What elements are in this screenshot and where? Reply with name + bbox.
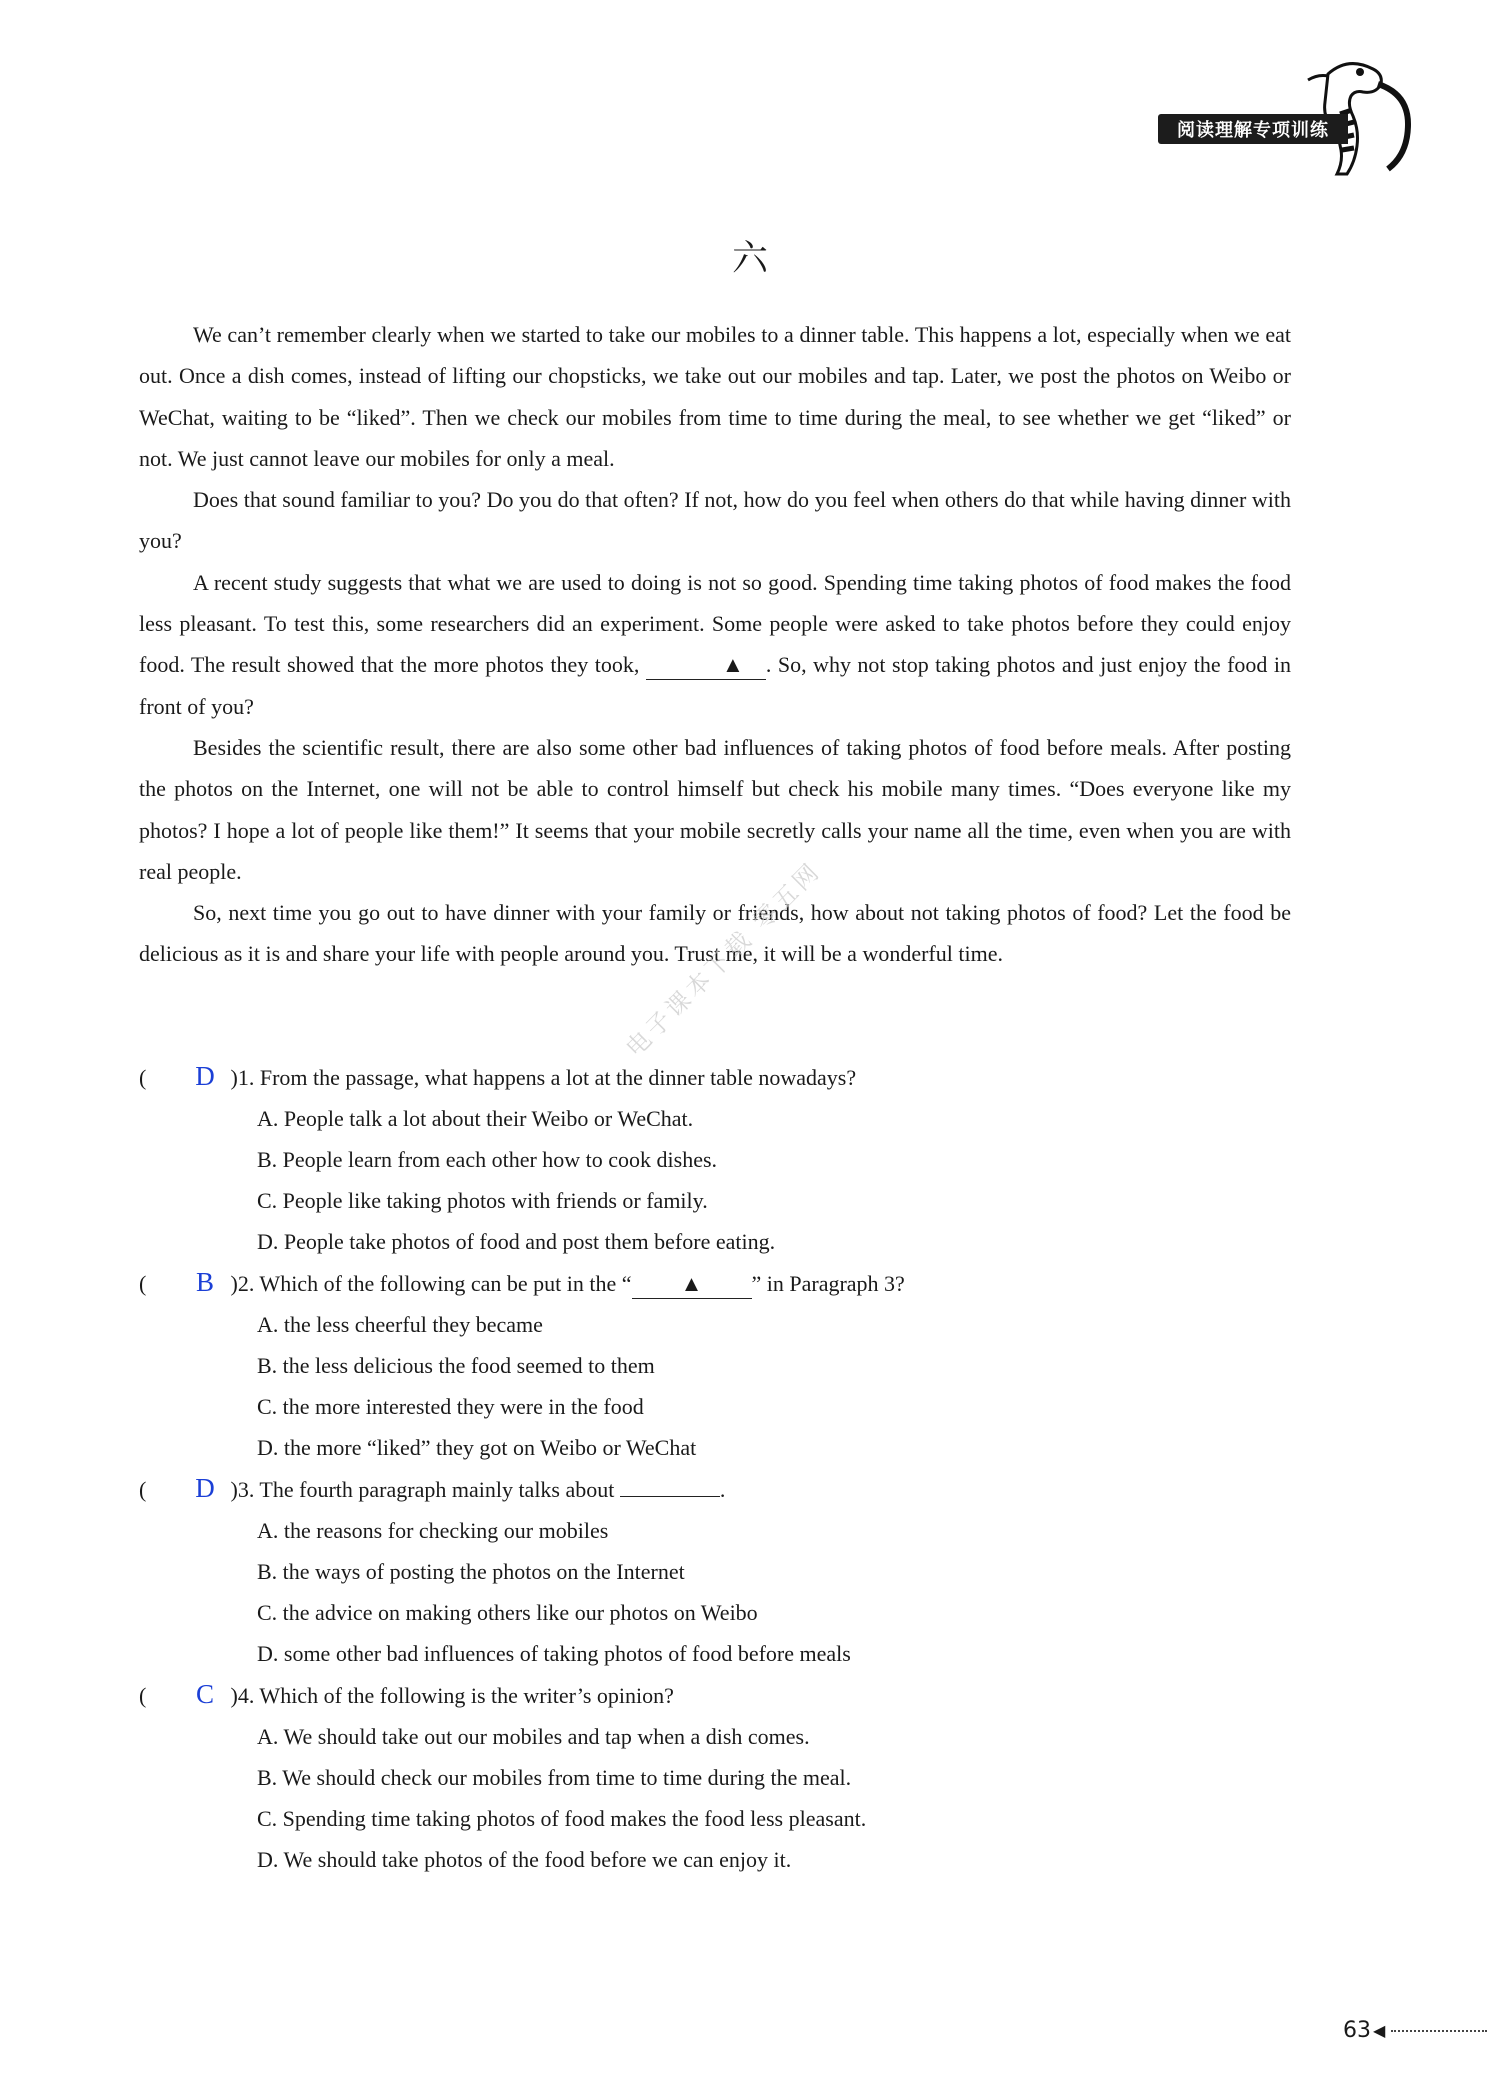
question-4: ( C ) 4. Which of the following is the writer’s opinion? A. We should take out our mobiles and tap when a dish comes. B. We should check our mobiles from time to time during the meal. C. Spending time taking photos of food makes the food less pleasant. D. We should take photos of the food before we can enjoy it. xyxy=(139,1674,1291,1880)
question-blank xyxy=(632,1270,752,1299)
answer-2: B xyxy=(195,1267,214,1297)
answer-1: D xyxy=(195,1061,215,1091)
option-d: D. People take photos of food and post them before eating. xyxy=(257,1229,776,1254)
arrow-left-icon: ◀ xyxy=(1373,2021,1386,2040)
passage-paragraph-5: So, next time you go out to have dinner with your family or friends, how about not taking photos of food? Let the food be delicious as it is and share your life with people around you. Trust me, it will be a wonderful time. xyxy=(139,900,1291,967)
question-list xyxy=(139,1056,1291,1880)
question-2: ( B ) 2. Which of the following can be put in the “ ▲ ” in Paragraph 3? A. the less cheerful they became B. the less delicious the food seemed to them C. the more interested they were in the food D. the more “liked” they got on Weibo or WeChat xyxy=(139,1262,1291,1468)
question-stem-before: 3. The fourth paragraph mainly talks about xyxy=(237,1477,615,1502)
option-a: A. the less cheerful they became xyxy=(257,1312,543,1337)
option-d: D. We should take photos of the food before we can enjoy it. xyxy=(257,1847,792,1872)
option-d: D. the more “liked” they got on Weibo or WeChat xyxy=(257,1435,697,1460)
question-stem-before: 2. Which of the following can be put in the “ xyxy=(237,1271,632,1296)
paragraph-3-text-after: . So, why not stop taking photos and just enjoy the food in front of you? xyxy=(139,652,1291,719)
section-label-tab: 阅读理解专项训练 xyxy=(1158,114,1348,144)
answer-4: C xyxy=(195,1679,214,1709)
passage-paragraph-1: We can’t remember clearly when we started to take our mobiles to a dinner table. This happens a lot, especially when we eat out. Once a dish comes, instead of lifting our chopsticks, we take out our mobiles and tap. Later, we post the photos on Weibo or WeChat, waiting to be “liked”. Then we check our mobiles from time to time during the meal, to see whether we get “liked” or not. We just cannot leave our mobiles for only a meal. xyxy=(139,322,1291,471)
question-stem-after: . xyxy=(719,1477,726,1502)
dotted-leader xyxy=(1391,2030,1487,2032)
reading-passage xyxy=(139,314,1291,975)
question-stem-after: ” in Paragraph 3? xyxy=(751,1271,905,1296)
question-3: ( D ) 3. The fourth paragraph mainly talks about . A. the reasons for checking our mobiles B. the ways of posting the photos on the Internet C. the advice on making others like our photos on Weibo D. some other bad influences of taking photos of food before meals xyxy=(139,1468,1291,1674)
fill-in-blank xyxy=(646,651,766,680)
option-a: A. People talk a lot about their Weibo or WeChat. xyxy=(257,1106,694,1131)
passage-paragraph-3 xyxy=(139,562,1291,727)
option-b: B. We should check our mobiles from time to time during the meal. xyxy=(257,1765,852,1790)
passage-paragraph-4: Besides the scientific result, there are also some other bad influences of taking photos of food before meals. After posting the photos on the Internet, one will not be able to control himself but check his mobile many times. “Does everyone like my photos? I hope a lot of people like them!” It seems that your mobile secretly calls your name all the time, even when you are with real people. xyxy=(139,734,1291,884)
blank-marker: ▲ xyxy=(721,652,744,678)
answer-3: D xyxy=(195,1473,215,1503)
section-title: 六 xyxy=(731,238,768,279)
option-b: B. People learn from each other how to cook dishes. xyxy=(257,1147,718,1172)
watermark: 电子课本下载 零五网 xyxy=(620,856,827,1063)
option-c: C. the more interested they were in the food xyxy=(257,1394,644,1419)
option-a: A. We should take out our mobiles and tap when a dish comes. xyxy=(257,1724,810,1749)
option-d: D. some other bad influences of taking photos of food before meals xyxy=(257,1641,851,1666)
page-number-text: 63 xyxy=(1343,2018,1371,2043)
question-stem: 4. Which of the following is the writer’s opinion? xyxy=(237,1683,674,1708)
option-b: B. the ways of posting the photos on the Internet xyxy=(257,1559,685,1584)
paragraph-3-text-before: A recent study suggests that what we are used to doing is not so good. Spending time taking photos of food makes the food less pleasant. To test this, some researchers did an experiment. Some people were asked to take photos before they could enjoy food. The result showed that the more photos they took, xyxy=(139,569,1291,678)
page-number xyxy=(1343,2018,1487,2043)
question-blank xyxy=(620,1496,720,1497)
passage-paragraph-2: Does that sound familiar to you? Do you do that often? If not, how do you feel when others do that while having dinner with you? xyxy=(139,487,1291,554)
blank-marker: ▲ xyxy=(680,1271,703,1296)
question-1: ( D ) 1. From the passage, what happens a lot at the dinner table nowadays? A. People talk a lot about their Weibo or WeChat. B. People learn from each other how to cook dishes. C. People like taking photos with friends or family. D. People take photos of food and post them before eating. xyxy=(139,1056,1291,1262)
option-c: C. the advice on making others like our photos on Weibo xyxy=(257,1600,758,1625)
option-c: C. People like taking photos with friends or family. xyxy=(257,1188,708,1213)
option-b: B. the less delicious the food seemed to them xyxy=(257,1353,655,1378)
option-a: A. the reasons for checking our mobiles xyxy=(257,1518,609,1543)
option-c: C. Spending time taking photos of food makes the food less pleasant. xyxy=(257,1806,867,1831)
question-stem: 1. From the passage, what happens a lot at the dinner table nowadays? xyxy=(237,1065,857,1090)
